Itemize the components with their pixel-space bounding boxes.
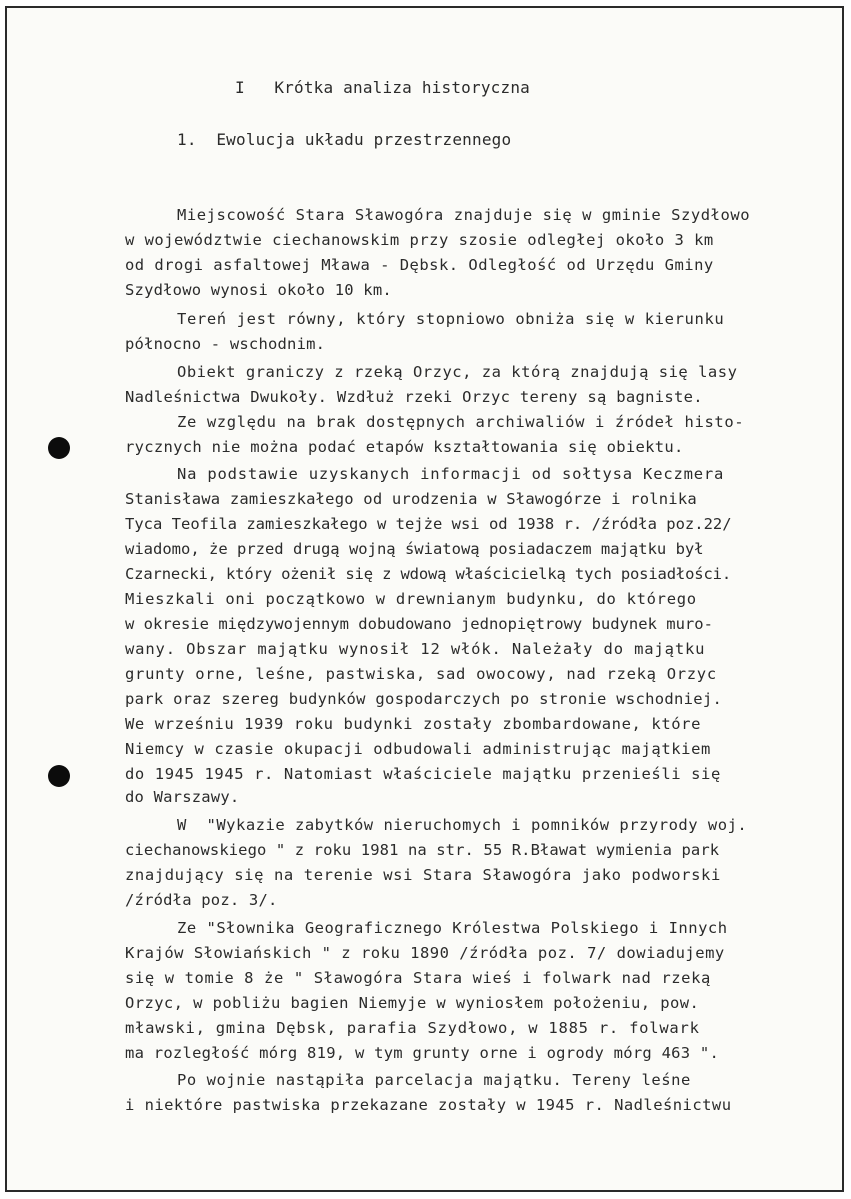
text-line: Krajów Słowiańskich " z roku 1890 /źródła poz. 7/ dowiadujemy xyxy=(125,944,725,962)
text-line: wany. Obszar majątku wynosił 12 włók. Należały do majątku xyxy=(125,640,706,658)
text-line: w okresie międzywojennym dobudowano jednopiętrowy budynek muro- xyxy=(125,615,713,633)
text-line: się w tomie 8 że " Sławogóra Stara wieś i folwark nad rzeką xyxy=(125,969,711,987)
text-line: Nadleśnictwa Dwukoły. Wzdłuż rzeki Orzyc tereny są bagniste. xyxy=(125,388,703,406)
text-line: park oraz szereg budynków gospodarczych po stronie wschodniej. xyxy=(125,690,723,708)
text-line: znajdujący się na terenie wsi Stara Sławogóra jako podworski xyxy=(125,866,721,884)
text-line: /źródła poz. 3/. xyxy=(125,891,278,909)
text-line: Szydłowo wynosi około 10 km. xyxy=(125,281,392,299)
section-heading: 1. Ewolucja układu przestrzennego xyxy=(177,130,512,149)
punch-hole-lower xyxy=(48,765,70,787)
text-line: północno - wschodnim. xyxy=(125,335,326,353)
text-line: Ze względu na brak dostępnych archiwaliów i źródeł histo- xyxy=(177,413,745,431)
text-line: Tyca Teofila zamieszkałego w tejże wsi od 1938 r. /źródła poz.22/ xyxy=(125,515,732,533)
punch-hole-upper xyxy=(48,437,70,459)
text-line: We wrześniu 1939 roku budynki zostały zbombardowane, które xyxy=(125,715,702,733)
text-line: w województwie ciechanowskim przy szosie odległej około 3 km xyxy=(125,231,714,249)
text-line: Niemcy w czasie okupacji odbudowali administrując majątkiem xyxy=(125,740,711,758)
text-line: Obiekt graniczy z rzeką Orzyc, za którą znajdują się lasy xyxy=(177,363,738,381)
text-line: Orzyc, w pobliżu bagien Niemyje w wyniosłem położeniu, pow. xyxy=(125,994,700,1012)
text-line: wiadomo, że przed drugą wojną światową posiadaczem majątku był xyxy=(125,540,704,558)
document-page xyxy=(5,6,844,1192)
text-line: do Warszawy. xyxy=(125,788,240,806)
text-line: Mieszkali oni początkowo w drewnianym budynku, do którego xyxy=(125,590,697,608)
text-line: mławski, gmina Dębsk, parafia Szydłowo, w 1885 r. folwark xyxy=(125,1019,700,1037)
text-line: i niektóre pastwiska przekazane zostały w 1945 r. Nadleśnictwu xyxy=(125,1096,732,1114)
text-line: od drogi asfaltowej Mława - Dębsk. Odległość od Urzędu Gminy xyxy=(125,256,714,274)
text-line: Stanisława zamieszkałego od urodzenia w Sławogórze i rolnika xyxy=(125,490,697,508)
text-line: do 1945 1945 r. Natomiast właściciele majątku przenieśli się xyxy=(125,765,721,783)
text-line: rycznych nie można podać etapów kształtowania się obiektu. xyxy=(125,438,684,456)
text-line: Miejscowość Stara Sławogóra znajduje się w gminie Szydłowo xyxy=(177,206,751,224)
text-line: grunty orne, leśne, pastwiska, sad owocowy, nad rzeką Orzyc xyxy=(125,665,717,683)
text-line: Czarnecki, który ożenił się z wdową właścicielką tych posiadłości. xyxy=(125,565,731,583)
text-line: W "Wykazie zabytków nieruchomych i pomników przyrody woj. xyxy=(177,816,748,834)
text-line: Tereń jest równy, który stopniowo obniża się w kierunku xyxy=(177,310,725,328)
text-line: Po wojnie nastąpiła parcelacja majątku. Tereny leśne xyxy=(177,1071,691,1089)
text-line: Na podstawie uzyskanych informacji od sołtysa Keczmera xyxy=(177,465,725,483)
text-line: ma rozległość mórg 819, w tym grunty orne i ogrody mórg 463 ". xyxy=(125,1044,720,1062)
text-line: Ze "Słownika Geograficznego Królestwa Polskiego i Innych xyxy=(177,919,728,937)
chapter-heading: I Krótka analiza historyczna xyxy=(235,78,530,97)
text-line: ciechanowskiego " z roku 1981 na str. 55 R.Bławat wymienia park xyxy=(125,841,720,859)
